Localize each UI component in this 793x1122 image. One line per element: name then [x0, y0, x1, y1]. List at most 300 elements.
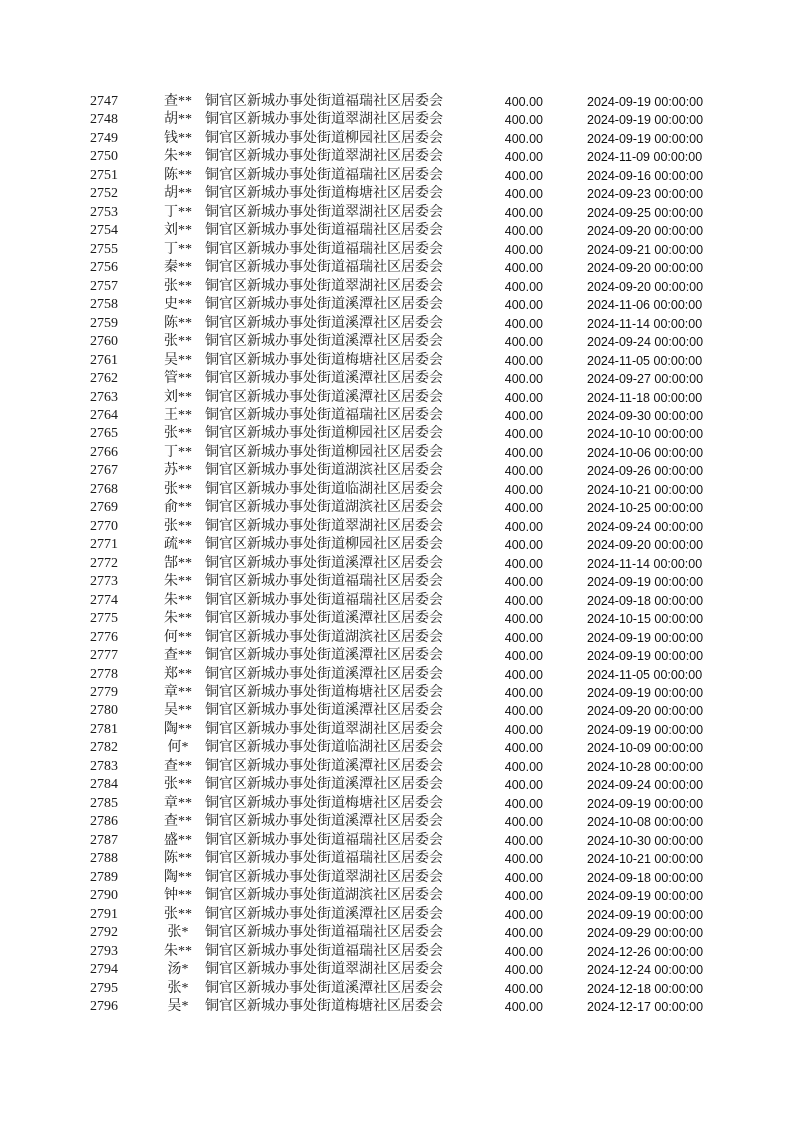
row-datetime: 2024-09-19 00:00:00: [587, 113, 704, 128]
row-name: 吴**: [164, 703, 192, 719]
row-serial: 2754: [90, 223, 118, 239]
row-name: 苏**: [164, 463, 192, 479]
table-row: [0, 185, 793, 203]
table-row: [0, 370, 793, 388]
row-organization: 铜官区新城办事处街道湖滨社区居委会: [205, 463, 443, 479]
row-serial: 2776: [90, 629, 118, 645]
row-datetime: 2024-09-19 00:00:00: [587, 575, 704, 590]
row-serial: 2752: [90, 186, 118, 202]
row-serial: 2777: [90, 648, 118, 664]
row-datetime: 2024-10-06 00:00:00: [587, 445, 704, 460]
row-organization: 铜官区新城办事处街道溪潭社区居委会: [205, 906, 443, 922]
row-amount: 400.00: [504, 741, 543, 756]
table-row: [0, 647, 793, 665]
row-organization: 铜官区新城办事处街道福瑞社区居委会: [205, 925, 443, 941]
row-serial: 2749: [90, 130, 118, 146]
table-row: [0, 721, 793, 739]
row-serial: 2765: [90, 426, 118, 442]
table-row: [0, 222, 793, 240]
row-datetime: 2024-09-19 00:00:00: [587, 686, 704, 700]
row-name: 丁**: [164, 204, 192, 220]
table-row: [0, 407, 793, 425]
row-serial: 2781: [90, 721, 118, 737]
row-serial: 2747: [90, 94, 118, 109]
row-datetime: 2024-12-17 00:00:00: [587, 999, 704, 1014]
row-organization: 铜官区新城办事处街道福瑞社区居委会: [205, 241, 443, 257]
row-amount: 400.00: [504, 759, 543, 774]
row-amount: 400.00: [504, 372, 543, 387]
table-row: [0, 333, 793, 351]
row-datetime: 2024-09-18 00:00:00: [587, 870, 704, 885]
row-name: 陈**: [164, 167, 192, 183]
table-row: [0, 462, 793, 480]
table-row: [0, 130, 793, 148]
row-amount: 400.00: [504, 279, 543, 294]
table-row: [0, 980, 793, 998]
row-name: 吴*: [167, 998, 189, 1014]
table-row: [0, 998, 793, 1016]
row-name: 郑**: [164, 666, 192, 682]
table-row: [0, 924, 793, 942]
row-amount: 400.00: [504, 335, 543, 350]
row-datetime: 2024-10-08 00:00:00: [587, 815, 704, 830]
row-amount: 400.00: [504, 501, 543, 516]
row-datetime: 2024-09-25 00:00:00: [587, 205, 704, 220]
row-datetime: 2024-09-24 00:00:00: [587, 519, 704, 534]
row-name: 刘**: [164, 389, 192, 405]
row-amount: 400.00: [504, 686, 543, 700]
row-organization: 铜官区新城办事处街道福瑞社区居委会: [205, 223, 443, 239]
table-row: [0, 555, 793, 573]
row-organization: 铜官区新城办事处街道湖滨社区居委会: [205, 500, 443, 516]
row-name: 朱**: [164, 574, 192, 590]
row-organization: 铜官区新城办事处街道溪潭社区居委会: [205, 814, 443, 830]
row-datetime: 2024-09-30 00:00:00: [587, 408, 704, 423]
row-amount: 400.00: [504, 722, 543, 737]
row-organization: 铜官区新城办事处街道临湖社区居委会: [205, 481, 443, 497]
row-name: 朱**: [164, 592, 192, 608]
row-name: 郜**: [164, 555, 192, 571]
table-row: [0, 499, 793, 517]
table-row: [0, 961, 793, 979]
row-serial: 2794: [90, 962, 118, 978]
row-amount: 400.00: [504, 907, 543, 922]
row-serial: 2773: [90, 574, 118, 590]
row-organization: 铜官区新城办事处街道柳园社区居委会: [205, 537, 443, 553]
row-amount: 400.00: [504, 538, 543, 553]
row-name: 盛**: [164, 832, 192, 848]
row-organization: 铜官区新城办事处街道梅塘社区居委会: [205, 685, 443, 700]
row-name: 吴**: [164, 352, 192, 368]
row-serial: 2767: [90, 463, 118, 479]
row-datetime: 2024-09-18 00:00:00: [587, 593, 704, 608]
table-row: [0, 832, 793, 850]
row-datetime: 2024-09-24 00:00:00: [587, 335, 704, 350]
row-organization: 铜官区新城办事处街道翠湖社区居委会: [205, 149, 443, 165]
row-amount: 400.00: [504, 944, 543, 959]
row-datetime: 2024-11-14 00:00:00: [587, 556, 703, 571]
row-name: 汤*: [167, 962, 189, 978]
table-row: [0, 776, 793, 794]
row-serial: 2774: [90, 592, 118, 608]
table-row: [0, 610, 793, 628]
row-datetime: 2024-10-21 00:00:00: [587, 482, 704, 497]
row-organization: 铜官区新城办事处街道溪潭社区居委会: [205, 777, 443, 793]
table-row: [0, 444, 793, 462]
table-row: [0, 111, 793, 129]
row-organization: 铜官区新城办事处街道溪潭社区居委会: [205, 555, 443, 571]
row-organization: 铜官区新城办事处街道梅塘社区居委会: [205, 352, 443, 368]
table-row: [0, 906, 793, 924]
row-serial: 2785: [90, 795, 118, 811]
row-organization: 铜官区新城办事处街道福瑞社区居委会: [205, 574, 443, 590]
row-datetime: 2024-11-05 00:00:00: [587, 667, 703, 682]
row-amount: 400.00: [504, 131, 543, 146]
table-row: [0, 481, 793, 499]
row-amount: 400.00: [504, 963, 543, 978]
row-organization: 铜官区新城办事处街道溪潭社区居委会: [205, 389, 443, 405]
row-name: 朱**: [164, 611, 192, 627]
row-serial: 2766: [90, 444, 118, 460]
row-name: 张**: [164, 906, 192, 922]
row-name: 章**: [164, 685, 192, 700]
row-name: 章**: [164, 795, 192, 811]
row-datetime: 2024-09-24 00:00:00: [587, 778, 704, 793]
row-amount: 400.00: [504, 926, 543, 941]
row-datetime: 2024-10-21 00:00:00: [587, 852, 704, 867]
row-organization: 铜官区新城办事处街道翠湖社区居委会: [205, 112, 443, 128]
row-organization: 铜官区新城办事处街道福瑞社区居委会: [205, 832, 443, 848]
row-name: 刘**: [164, 223, 192, 239]
row-name: 俞**: [164, 500, 192, 516]
row-serial: 2750: [90, 149, 118, 165]
row-organization: 铜官区新城办事处街道溪潭社区居委会: [205, 371, 443, 387]
row-organization: 铜官区新城办事处街道溪潭社区居委会: [205, 666, 443, 682]
row-serial: 2792: [90, 925, 118, 941]
row-datetime: 2024-11-06 00:00:00: [587, 298, 703, 313]
row-organization: 铜官区新城办事处街道溪潭社区居委会: [205, 648, 443, 664]
row-serial: 2769: [90, 500, 118, 516]
row-name: 张**: [164, 426, 192, 442]
row-amount: 400.00: [504, 187, 543, 202]
row-serial: 2753: [90, 204, 118, 220]
row-name: 何**: [164, 629, 192, 645]
row-organization: 铜官区新城办事处街道溪潭社区居委会: [205, 611, 443, 627]
row-name: 张**: [164, 777, 192, 793]
row-organization: 铜官区新城办事处街道临湖社区居委会: [205, 740, 443, 756]
row-name: 钟**: [164, 888, 192, 904]
row-organization: 铜官区新城办事处街道梅塘社区居委会: [205, 795, 443, 811]
row-name: 查**: [164, 758, 192, 774]
row-organization: 铜官区新城办事处街道福瑞社区居委会: [205, 943, 443, 959]
row-datetime: 2024-10-28 00:00:00: [587, 759, 704, 774]
row-amount: 400.00: [504, 408, 543, 423]
table-row: [0, 629, 793, 647]
row-amount: 400.00: [504, 353, 543, 368]
row-datetime: 2024-09-20 00:00:00: [587, 224, 704, 239]
row-amount: 400.00: [504, 704, 543, 719]
row-amount: 400.00: [504, 630, 543, 645]
row-serial: 2751: [90, 167, 118, 183]
row-organization: 铜官区新城办事处街道溪潭社区居委会: [205, 315, 443, 331]
row-amount: 400.00: [504, 95, 543, 109]
row-datetime: 2024-09-27 00:00:00: [587, 372, 704, 387]
row-organization: 铜官区新城办事处街道福瑞社区居委会: [205, 407, 443, 423]
row-serial: 2787: [90, 832, 118, 848]
row-datetime: 2024-12-24 00:00:00: [587, 963, 704, 978]
table-row: [0, 850, 793, 868]
row-amount: 400.00: [504, 464, 543, 479]
row-serial: 2786: [90, 814, 118, 830]
row-organization: 铜官区新城办事处街道湖滨社区居委会: [205, 629, 443, 645]
row-serial: 2788: [90, 851, 118, 867]
row-amount: 400.00: [504, 150, 543, 165]
row-name: 张**: [164, 518, 192, 534]
row-name: 查**: [164, 94, 192, 109]
row-amount: 400.00: [504, 778, 543, 793]
row-datetime: 2024-10-10 00:00:00: [587, 427, 704, 442]
row-amount: 400.00: [504, 870, 543, 885]
row-datetime: 2024-10-30 00:00:00: [587, 833, 704, 848]
table-row: [0, 536, 793, 554]
row-name: 张*: [167, 925, 189, 941]
row-organization: 铜官区新城办事处街道溪潭社区居委会: [205, 297, 443, 313]
row-datetime: 2024-10-15 00:00:00: [587, 612, 704, 627]
row-organization: 铜官区新城办事处街道翠湖社区居委会: [205, 278, 443, 294]
table-row: [0, 167, 793, 185]
row-serial: 2780: [90, 703, 118, 719]
row-serial: 2764: [90, 407, 118, 423]
row-organization: 铜官区新城办事处街道福瑞社区居委会: [205, 260, 443, 276]
row-name: 王**: [164, 407, 192, 423]
row-amount: 400.00: [504, 833, 543, 848]
row-datetime: 2024-09-19 00:00:00: [587, 907, 704, 922]
row-amount: 400.00: [504, 261, 543, 276]
table-row: [0, 425, 793, 443]
table-row: [0, 887, 793, 905]
row-organization: 铜官区新城办事处街道柳园社区居委会: [205, 130, 443, 146]
row-serial: 2762: [90, 371, 118, 387]
row-name: 陈**: [164, 851, 192, 867]
row-name: 查**: [164, 814, 192, 830]
row-organization: 铜官区新城办事处街道福瑞社区居委会: [205, 167, 443, 183]
row-name: 张**: [164, 334, 192, 350]
table-row: [0, 315, 793, 333]
row-serial: 2757: [90, 278, 118, 294]
table-row: [0, 739, 793, 757]
table-row: [0, 241, 793, 259]
row-amount: 400.00: [504, 316, 543, 331]
row-name: 陈**: [164, 315, 192, 331]
row-amount: 400.00: [504, 612, 543, 627]
row-organization: 铜官区新城办事处街道梅塘社区居委会: [205, 998, 443, 1014]
row-organization: 铜官区新城办事处街道溪潭社区居委会: [205, 758, 443, 774]
row-organization: 铜官区新城办事处街道梅塘社区居委会: [205, 186, 443, 202]
row-serial: 2763: [90, 389, 118, 405]
table-row: [0, 702, 793, 720]
row-serial: 2790: [90, 888, 118, 904]
row-serial: 2782: [90, 740, 118, 756]
row-datetime: 2024-09-23 00:00:00: [587, 187, 704, 202]
row-name: 管**: [164, 371, 192, 387]
row-name: 张**: [164, 481, 192, 497]
row-name: 胡**: [164, 112, 192, 128]
row-name: 史**: [164, 297, 192, 313]
row-datetime: 2024-09-19 00:00:00: [587, 649, 704, 664]
row-datetime: 2024-11-05 00:00:00: [587, 353, 703, 368]
row-organization: 铜官区新城办事处街道翠湖社区居委会: [205, 518, 443, 534]
row-datetime: 2024-11-14 00:00:00: [587, 316, 703, 331]
row-datetime: 2024-09-19 00:00:00: [587, 889, 704, 904]
row-name: 秦**: [164, 260, 192, 276]
row-amount: 400.00: [504, 298, 543, 313]
row-serial: 2795: [90, 980, 118, 996]
table-row: [0, 795, 793, 813]
table-row: [0, 352, 793, 370]
row-datetime: 2024-09-19 00:00:00: [587, 630, 704, 645]
row-datetime: 2024-09-19 00:00:00: [587, 796, 704, 811]
row-amount: 400.00: [504, 224, 543, 239]
row-amount: 400.00: [504, 593, 543, 608]
row-organization: 铜官区新城办事处街道柳园社区居委会: [205, 426, 443, 442]
row-serial: 2783: [90, 758, 118, 774]
row-amount: 400.00: [504, 649, 543, 664]
row-datetime: 2024-12-26 00:00:00: [587, 944, 704, 959]
row-serial: 2778: [90, 666, 118, 682]
row-amount: 400.00: [504, 796, 543, 811]
row-organization: 铜官区新城办事处街道福瑞社区居委会: [205, 592, 443, 608]
row-datetime: 2024-10-25 00:00:00: [587, 501, 704, 516]
row-amount: 400.00: [504, 168, 543, 183]
row-serial: 2775: [90, 611, 118, 627]
row-serial: 2779: [90, 685, 118, 700]
row-amount: 400.00: [504, 815, 543, 830]
row-serial: 2771: [90, 537, 118, 553]
row-serial: 2761: [90, 352, 118, 368]
row-name: 陶**: [164, 721, 192, 737]
row-name: 丁**: [164, 444, 192, 460]
table-row: [0, 592, 793, 610]
row-amount: 400.00: [504, 667, 543, 682]
row-serial: 2755: [90, 241, 118, 257]
row-serial: 2791: [90, 906, 118, 922]
row-amount: 400.00: [504, 242, 543, 257]
row-organization: 铜官区新城办事处街道湖滨社区居委会: [205, 888, 443, 904]
row-amount: 400.00: [504, 445, 543, 460]
row-name: 何*: [167, 740, 189, 756]
row-amount: 400.00: [504, 113, 543, 128]
table-row: [0, 684, 793, 702]
row-datetime: 2024-11-09 00:00:00: [587, 150, 703, 165]
row-serial: 2770: [90, 518, 118, 534]
table-row: [0, 389, 793, 407]
row-serial: 2772: [90, 555, 118, 571]
table-row: [0, 943, 793, 961]
row-datetime: 2024-09-20 00:00:00: [587, 279, 704, 294]
row-name: 钱**: [164, 130, 192, 146]
row-datetime: 2024-09-21 00:00:00: [587, 242, 704, 257]
table-row: [0, 148, 793, 166]
row-amount: 400.00: [504, 999, 543, 1014]
row-datetime: 2024-09-20 00:00:00: [587, 704, 704, 719]
row-amount: 400.00: [504, 427, 543, 442]
row-name: 丁**: [164, 241, 192, 257]
row-organization: 铜官区新城办事处街道溪潭社区居委会: [205, 980, 443, 996]
row-datetime: 2024-09-16 00:00:00: [587, 168, 704, 183]
row-datetime: 2024-09-26 00:00:00: [587, 464, 704, 479]
row-amount: 400.00: [504, 556, 543, 571]
row-serial: 2768: [90, 481, 118, 497]
row-organization: 铜官区新城办事处街道柳园社区居委会: [205, 444, 443, 460]
row-organization: 铜官区新城办事处街道溪潭社区居委会: [205, 334, 443, 350]
row-datetime: 2024-10-09 00:00:00: [587, 741, 704, 756]
row-serial: 2784: [90, 777, 118, 793]
row-serial: 2748: [90, 112, 118, 128]
table-row: [0, 204, 793, 222]
row-amount: 400.00: [504, 205, 543, 220]
table-row: [0, 758, 793, 776]
row-amount: 400.00: [504, 482, 543, 497]
row-name: 疏**: [164, 537, 192, 553]
row-organization: 铜官区新城办事处街道福瑞社区居委会: [205, 94, 443, 109]
row-name: 朱**: [164, 943, 192, 959]
row-datetime: 2024-09-20 00:00:00: [587, 261, 704, 276]
row-datetime: 2024-11-18 00:00:00: [587, 390, 703, 405]
row-serial: 2760: [90, 334, 118, 350]
row-datetime: 2024-09-19 00:00:00: [587, 131, 704, 146]
table-row: [0, 869, 793, 887]
row-organization: 铜官区新城办事处街道翠湖社区居委会: [205, 204, 443, 220]
row-amount: 400.00: [504, 852, 543, 867]
table-row: [0, 573, 793, 591]
row-datetime: 2024-09-19 00:00:00: [587, 95, 704, 109]
row-serial: 2759: [90, 315, 118, 331]
row-organization: 铜官区新城办事处街道翠湖社区居委会: [205, 869, 443, 885]
row-serial: 2796: [90, 998, 118, 1014]
row-serial: 2758: [90, 297, 118, 313]
row-organization: 铜官区新城办事处街道溪潭社区居委会: [205, 703, 443, 719]
row-datetime: 2024-09-29 00:00:00: [587, 926, 704, 941]
row-datetime: 2024-09-19 00:00:00: [587, 722, 704, 737]
table-row: [0, 93, 793, 111]
row-name: 胡**: [164, 186, 192, 202]
row-amount: 400.00: [504, 981, 543, 996]
row-amount: 400.00: [504, 519, 543, 534]
row-name: 查**: [164, 648, 192, 664]
row-serial: 2793: [90, 943, 118, 959]
row-datetime: 2024-12-18 00:00:00: [587, 981, 704, 996]
row-amount: 400.00: [504, 889, 543, 904]
row-serial: 2756: [90, 260, 118, 276]
row-serial: 2789: [90, 869, 118, 885]
row-name: 朱**: [164, 149, 192, 165]
table-row: [0, 518, 793, 536]
row-organization: 铜官区新城办事处街道福瑞社区居委会: [205, 851, 443, 867]
table-row: [0, 296, 793, 314]
row-name: 陶**: [164, 869, 192, 885]
table-row: [0, 813, 793, 831]
table-row: [0, 278, 793, 296]
row-name: 张**: [164, 278, 192, 294]
row-amount: 400.00: [504, 575, 543, 590]
row-organization: 铜官区新城办事处街道翠湖社区居委会: [205, 721, 443, 737]
row-organization: 铜官区新城办事处街道翠湖社区居委会: [205, 962, 443, 978]
row-name: 张*: [167, 980, 189, 996]
row-amount: 400.00: [504, 390, 543, 405]
records-table: [0, 93, 793, 1016]
table-row: [0, 666, 793, 684]
table-row: [0, 259, 793, 277]
